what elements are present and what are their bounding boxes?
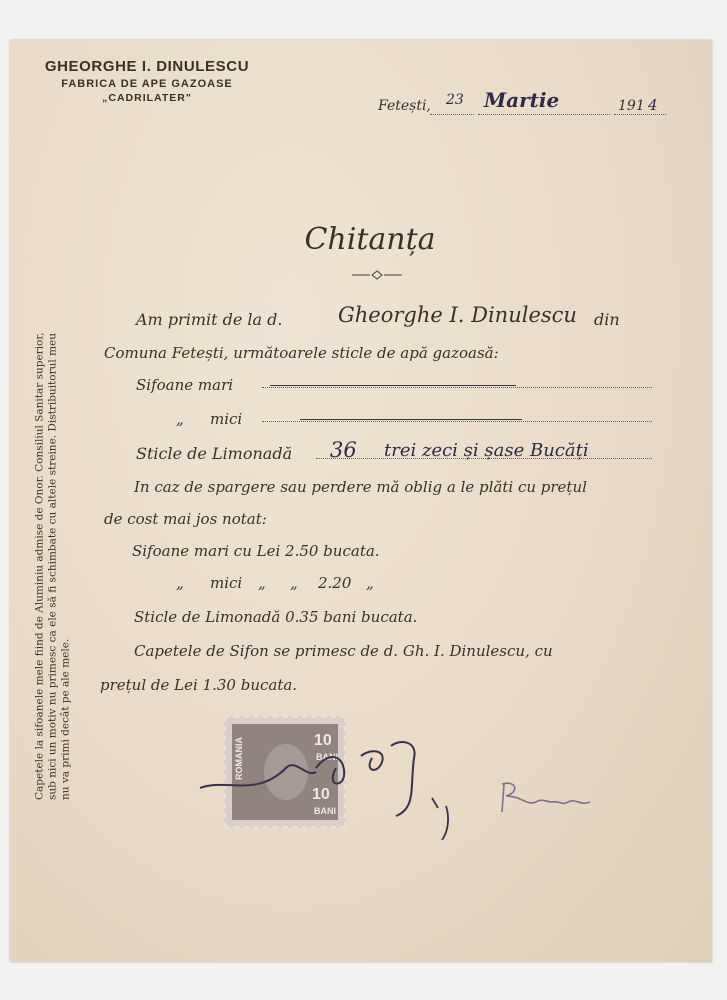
stamp-value-bottom: 10	[312, 786, 330, 803]
clause-line-2: de cost mai jos notat:	[104, 510, 267, 528]
receipt-title: Chitanța	[304, 222, 436, 257]
stamp-country: ROMANIA	[234, 737, 244, 780]
signature-2	[496, 778, 596, 818]
small-siphons-label: mici	[210, 410, 243, 428]
factory-name: FABRICA DE APE GAZOASE	[61, 78, 233, 90]
caps-line-1: Capetele de Sifon se primesc de d. Gh. I. Dinulescu, cu	[134, 642, 553, 660]
caps-line-2: prețul de Lei 1.30 bucata.	[100, 676, 298, 694]
small-siphons-quote: „	[176, 410, 184, 428]
date-place: Fetești,	[378, 98, 431, 114]
clause-line-1: In caz de spargere sau perdere mă oblig a le plăti cu prețul	[134, 478, 587, 496]
large-siphons-strike	[270, 385, 516, 386]
side-note	[33, 320, 73, 800]
date-day-dots	[430, 114, 474, 115]
price-small-value: 2.20	[318, 574, 352, 592]
received-from-suffix: din	[594, 310, 620, 329]
brand-name: „CADRILATER"	[102, 92, 192, 104]
price-small-quote-4: „	[366, 574, 374, 592]
commune-line: Comuna Fetești, următoarele sticle de apă gazoasă:	[104, 344, 499, 362]
date-year-prefix: 191	[618, 98, 645, 114]
stamp-unit-bottom: BANI	[314, 806, 336, 816]
signature-1	[196, 728, 456, 848]
large-siphons-label: Sifoane mari	[136, 376, 234, 394]
received-from-name: Gheorghe I. Dinulescu	[338, 303, 577, 327]
date-year-suffix: 4	[648, 96, 658, 114]
price-small-quote-2: „	[258, 574, 266, 592]
stamp-unit-top: BANI	[316, 752, 338, 762]
price-small-siphons: mici	[210, 574, 243, 592]
lemonade-quantity: 36	[330, 438, 357, 462]
lemonade-label: Sticle de Limonadă	[136, 444, 293, 463]
large-siphons-dots	[262, 387, 652, 388]
date-day: 23	[446, 92, 464, 108]
price-lemonade: Sticle de Limonadă 0.35 bani bucata.	[134, 608, 418, 626]
letterhead	[32, 58, 262, 104]
side-note-text: Capetele la sifoanele mele fiind de Aluminiu admise de Onor. Consiliul Sanitar superior, sub nici un motiv nu primesc ca ele să fi schimbate cu altele streine. Distribuitorul meu nu va primi decât pe ale mele.	[33, 332, 72, 800]
date-month: Martie	[484, 88, 560, 112]
price-small-quote-1: „	[176, 574, 184, 592]
company-name: GHEORGHE I. DINULESCU	[44, 58, 250, 75]
date-year-dots	[614, 114, 666, 115]
title-ornament	[352, 270, 402, 280]
price-large-siphons: Sifoane mari cu Lei 2.50 bucata.	[132, 542, 380, 560]
small-siphons-dots	[262, 421, 652, 422]
date-month-dots	[478, 114, 610, 115]
small-siphons-strike	[300, 419, 522, 420]
stamp-value-top: 10	[314, 732, 332, 749]
price-small-quote-3: „	[290, 574, 298, 592]
received-from-label: Am primit de la d.	[136, 310, 283, 329]
lemonade-quantity-words: trei zeci și șase Bucăți	[384, 440, 589, 461]
